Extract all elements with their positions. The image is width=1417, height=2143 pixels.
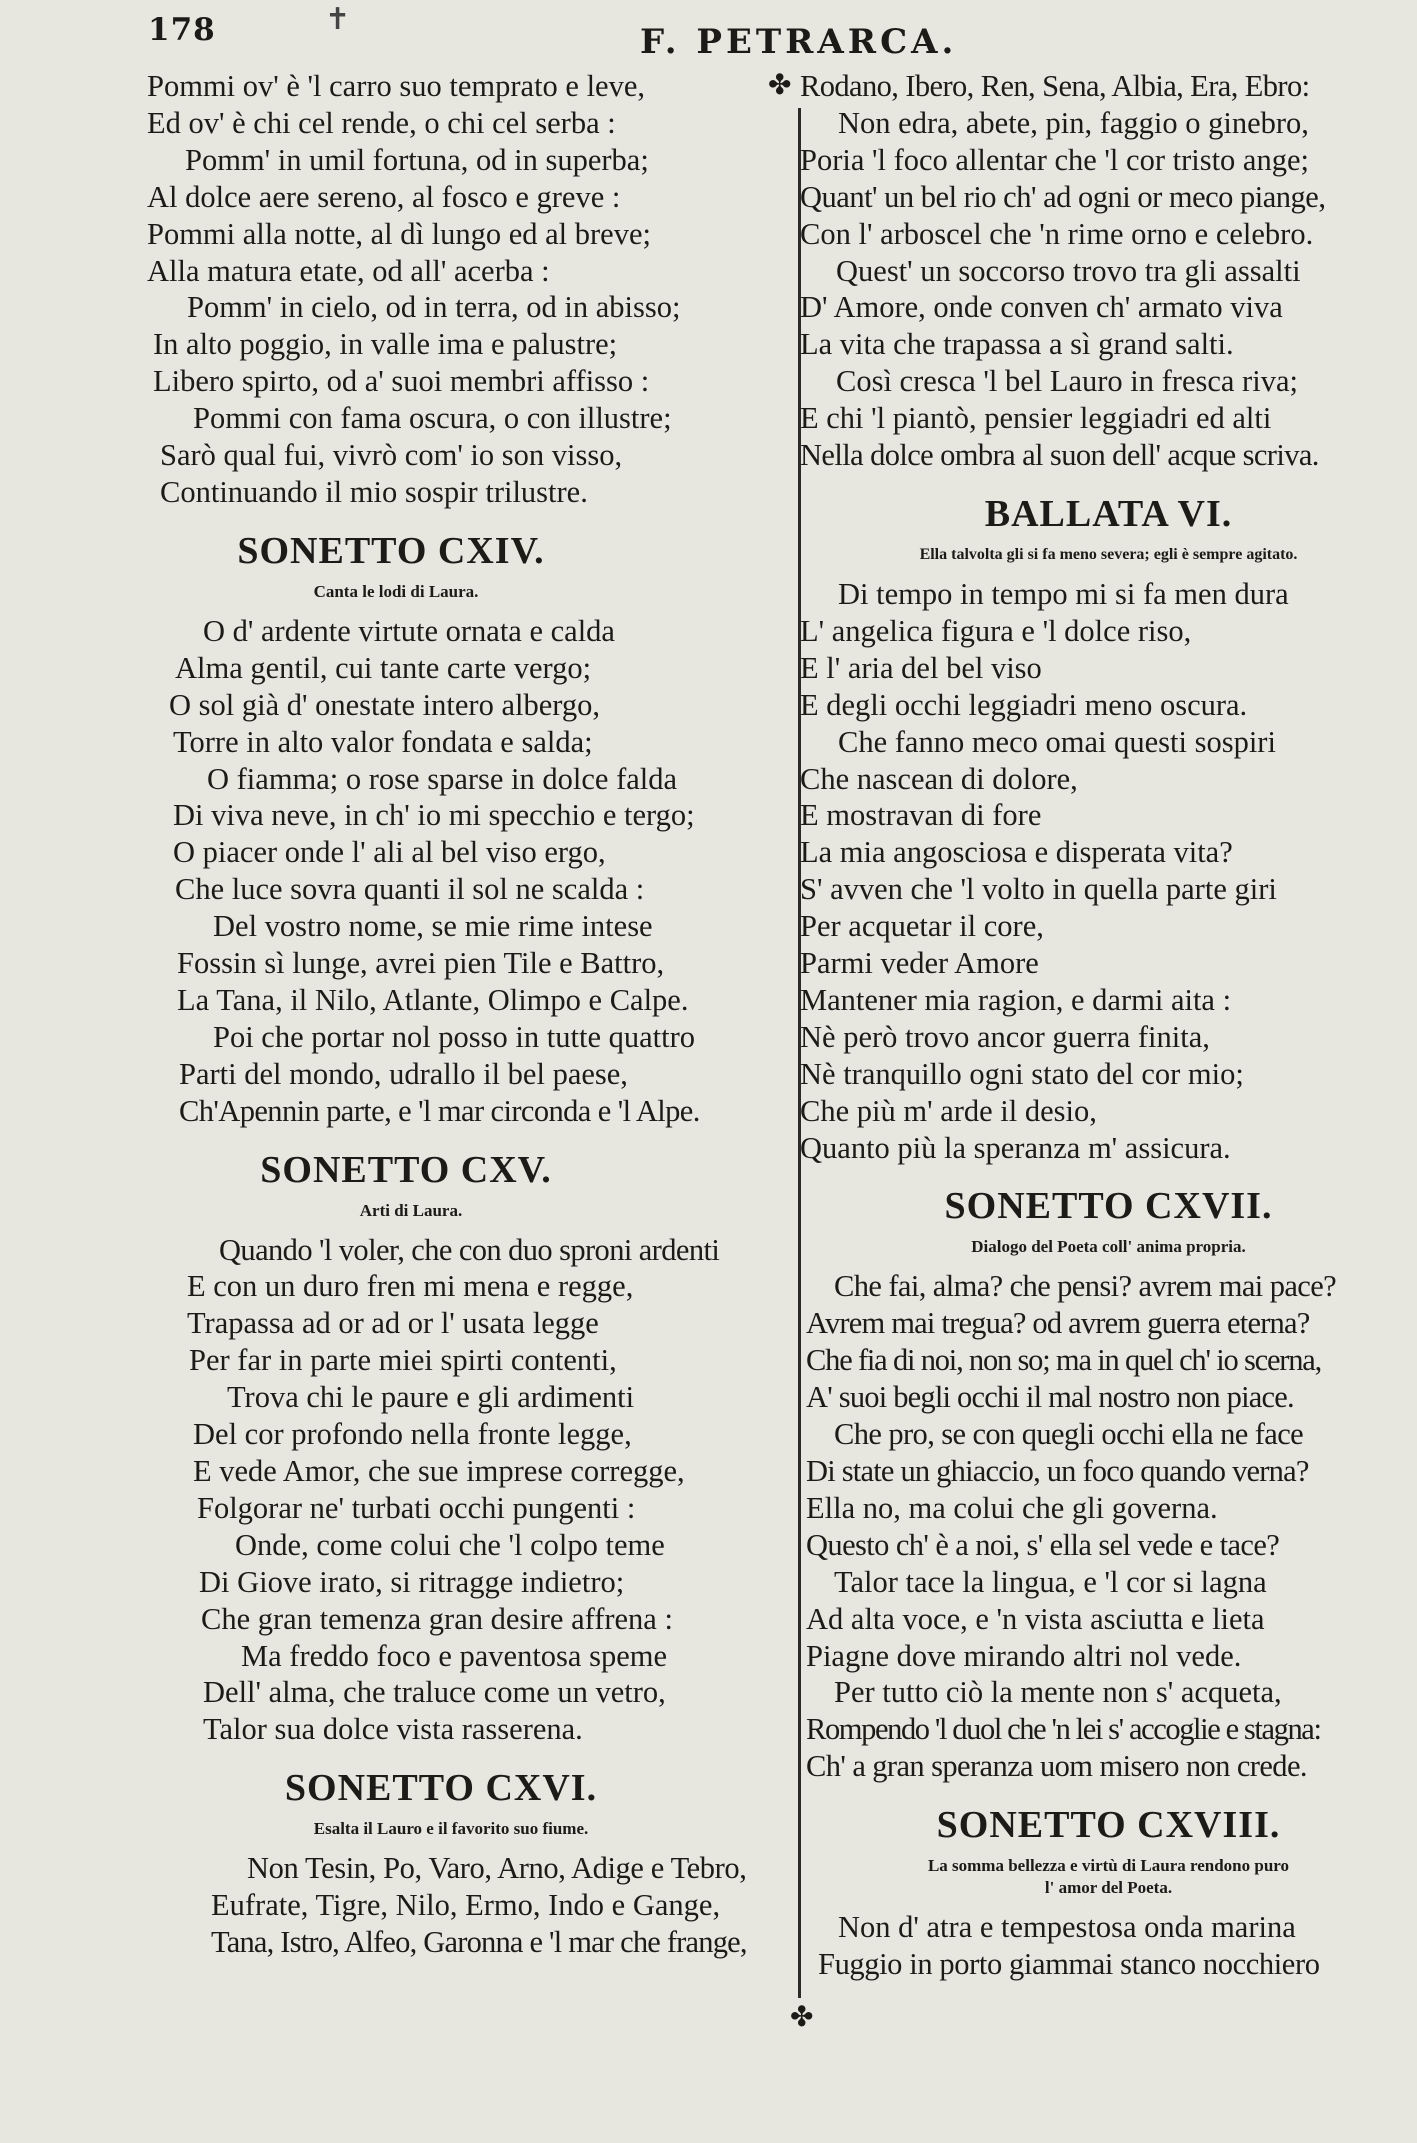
verse-line: Ch'Apennin parte, e 'l mar circonda e 'l Alpe.	[179, 1093, 700, 1128]
verse-line: Rompendo 'l duol che 'n lei s' accoglie e stagna:	[806, 1712, 1321, 1747]
verse-line: Per acquetar il core,	[800, 909, 1044, 944]
verse-line: Del vostro nome, se mie rime intese	[213, 909, 653, 944]
verse-line: Dell' alma, che traluce come un vetro,	[203, 1675, 666, 1710]
verse-line: A' suoi begli occhi il mal nostro non piace.	[806, 1380, 1294, 1415]
poem-subtitle: La somma bellezza e virtù di Laura rendono puro	[927, 1856, 1290, 1876]
poem-subtitle: Ella talvolta gli si fa meno severa; egli è sempre agitato.	[919, 545, 1298, 563]
verse-line: Non d' atra e tempestosa onda marina	[838, 1910, 1296, 1945]
verse-line: Che fai, alma? che pensi? avrem mai pace?	[834, 1269, 1337, 1304]
verse-line: S' avven che 'l volto in quella parte giri	[800, 872, 1277, 907]
poem-title: BALLATA VI.	[984, 492, 1233, 535]
verse-line: Che pro, se con quegli occhi ella ne face	[834, 1417, 1304, 1452]
verse-line: E degli occhi leggiadri meno oscura.	[800, 687, 1248, 722]
poem-continuation	[800, 68, 1417, 474]
verse-line: Folgorar ne' turbati occhi pungenti :	[197, 1490, 636, 1525]
verse-line: Torre in alto valor fondata e salda;	[173, 724, 593, 759]
verse-line: Questo ch' è a noi, s' ella sel vede e tace?	[806, 1527, 1280, 1562]
verse-line: Quanto più la speranza m' assicura.	[800, 1130, 1231, 1165]
verse-line: O sol già d' onestate intero albergo,	[169, 687, 600, 722]
verse-line: Continuando il mio sospir trilustre.	[160, 474, 588, 509]
verse-line: E mostravan di fore	[800, 798, 1042, 833]
verse-line: Poi che portar nol posso in tutte quattro	[213, 1019, 695, 1054]
verse-line: E chi 'l piantò, pensier leggiadri ed alti	[800, 401, 1272, 436]
verse-line: Quant' un bel rio ch' ad ogni or meco piange,	[800, 179, 1326, 214]
verse-line: E l' aria del bel viso	[800, 650, 1042, 685]
verse-line: Ad alta voce, e 'n vista asciutta e lieta	[806, 1601, 1265, 1636]
verse-line: Trova chi le paure e gli ardimenti	[227, 1380, 635, 1415]
poem-subtitle-continued: l' amor del Poeta.	[1044, 1878, 1173, 1898]
ballata-vi	[800, 492, 1417, 1167]
verse-line: Sarò qual fui, vivrò com' io son visso,	[160, 438, 623, 473]
verse-line: Di viva neve, in ch' io mi specchio e tergo;	[173, 798, 695, 833]
verse-line: Ma freddo foco e paventosa speme	[241, 1638, 667, 1673]
verse-line: Che fia di noi, non so; ma in quel ch' io scerna,	[806, 1343, 1322, 1378]
fleuron-ornament-icon: ✤	[768, 68, 792, 101]
verse-line: Per far in parte miei spirti contenti,	[189, 1343, 617, 1378]
poem-subtitle: Esalta il Lauro e il favorito suo fiume.	[313, 1819, 589, 1839]
verse-line: Al dolce aere sereno, al fosco e greve :	[147, 179, 621, 214]
verse-line: La Tana, il Nilo, Atlante, Olimpo e Calpe.	[177, 982, 689, 1017]
verse-line: In alto poggio, in valle ima e palustre;	[153, 327, 618, 362]
poem-subtitle: Canta le lodi di Laura.	[313, 581, 479, 601]
verse-line: Non edra, abete, pin, faggio o ginebro,	[838, 105, 1309, 140]
verse-line: Tana, Istro, Alfeo, Garonna e 'l mar che frange,	[211, 1925, 747, 1960]
poem-continuation	[147, 68, 787, 511]
verse-line: Alla matura etate, od all' acerba :	[147, 253, 550, 288]
verse-line: Ch' a gran speranza uom misero non crede.	[806, 1749, 1307, 1784]
margin-pencil-mark: ✝	[325, 2, 351, 37]
verse-line: Parmi veder Amore	[800, 946, 1039, 981]
sonnet-cxiv	[147, 529, 795, 1130]
sonnet-cxv	[147, 1148, 795, 1749]
sonnet-cxvi	[147, 1766, 795, 1961]
verse-line: Rodano, Ibero, Ren, Sena, Albia, Era, Ebro:	[800, 69, 1310, 103]
verse-line: Libero spirto, od a' suoi membri affisso :	[153, 364, 650, 399]
verse-line: Onde, come colui che 'l colpo teme	[235, 1527, 665, 1562]
verse-line: O piacer onde l' ali al bel viso ergo,	[173, 835, 606, 870]
verse-line: Fuggio in porto giammai stanco nocchiero	[818, 1947, 1320, 1982]
verse-line: Quest' un soccorso trovo tra gli assalti	[836, 253, 1301, 288]
verse-line: Che fanno meco omai questi sospiri	[838, 724, 1276, 759]
verse-line: E con un duro fren mi mena e regge,	[187, 1269, 634, 1304]
sonnet-cxvii	[800, 1184, 1417, 1785]
verse-line: Per tutto ciò la mente non s' acqueta,	[834, 1675, 1282, 1710]
verse-line: Ella no, ma colui che gli governa.	[806, 1490, 1218, 1525]
verse-line: Pomm' in cielo, od in terra, od in abisso;	[187, 290, 681, 325]
sonnet-cxviii	[800, 1803, 1417, 1983]
verse-line: Del cor profondo nella fronte legge,	[193, 1417, 632, 1452]
poem-title: SONETTO CXVII.	[944, 1185, 1273, 1228]
verse-line: Pommi alla notte, al dì lungo ed al breve;	[147, 216, 651, 251]
fleuron-ornament-icon: ✤	[790, 2000, 814, 2033]
verse-line: Di tempo in tempo mi si fa men dura	[838, 576, 1289, 611]
verse-line: Che nascean di dolore,	[800, 761, 1078, 796]
verse-line: Così cresca 'l bel Lauro in fresca riva;	[836, 364, 1298, 399]
poem-subtitle: Arti di Laura.	[359, 1200, 463, 1220]
left-column	[147, 68, 795, 1961]
poem-title: SONETTO CXVI.	[284, 1767, 598, 1810]
verse-line: D' Amore, onde conven ch' armato viva	[800, 290, 1283, 325]
verse-line: Piagne dove mirando altri nol vede.	[806, 1638, 1242, 1673]
verse-line: Che luce sovra quanti il sol ne scalda :	[175, 872, 645, 907]
verse-line: Di Giove irato, si ritragge indietro;	[199, 1564, 625, 1599]
verse-line: Che più m' arde il desio,	[800, 1093, 1097, 1128]
poem-title: SONETTO CXV.	[260, 1148, 552, 1191]
verse-line: Pommi con fama oscura, o con illustre;	[193, 401, 672, 436]
verse-line: Talor sua dolce vista rasserena.	[203, 1712, 583, 1747]
verse-line: Ed ov' è chi cel rende, o chi cel serba :	[147, 105, 616, 140]
verse-line: L' angelica figura e 'l dolce riso,	[800, 613, 1192, 648]
verse-line: Nella dolce ombra al suon dell' acque scriva.	[800, 438, 1319, 473]
poem-subtitle: Dialogo del Poeta coll' anima propria.	[971, 1237, 1246, 1257]
verse-line: O d' ardente virtute ornata e calda	[203, 613, 615, 648]
verse-line: Quando 'l voler, che con duo sproni ardenti	[219, 1232, 720, 1267]
verse-line: Poria 'l foco allentar che 'l cor tristo ange;	[800, 142, 1309, 177]
verse-line: O fiamma; o rose sparse in dolce falda	[207, 761, 678, 796]
verse-line: Avrem mai tregua? od avrem guerra eterna?	[806, 1306, 1310, 1341]
right-column	[800, 68, 1417, 1983]
verse-line: La vita che trapassa a sì grand salti.	[800, 327, 1234, 362]
verse-line: Di state un ghiaccio, un foco quando verna?	[806, 1454, 1309, 1488]
running-head: F. PETRARCA.	[640, 22, 958, 62]
verse-line: Che gran temenza gran desire affrena :	[201, 1601, 673, 1636]
verse-line: Parti del mondo, udrallo il bel paese,	[179, 1056, 628, 1091]
verse-line: Nè tranquillo ogni stato del cor mio;	[800, 1056, 1244, 1091]
verse-line: La mia angosciosa e disperata vita?	[800, 835, 1233, 870]
verse-line: Trapassa ad or ad or l' usata legge	[187, 1306, 599, 1341]
verse-line: Pomm' in umil fortuna, od in superba;	[185, 142, 649, 177]
poem-title: SONETTO CXVIII.	[936, 1804, 1281, 1847]
verse-line: Talor tace la lingua, e 'l cor si lagna	[834, 1564, 1267, 1599]
verse-line: Fossin sì lunge, avrei pien Tile e Battro,	[177, 946, 665, 981]
verse-line: Alma gentil, cui tante carte vergo;	[175, 650, 592, 685]
poem-title: SONETTO CXIV.	[237, 529, 545, 572]
verse-line: Nè però trovo ancor guerra finita,	[800, 1019, 1210, 1054]
verse-line: Pommi ov' è 'l carro suo temprato e leve,	[147, 69, 646, 103]
verse-line: Eufrate, Tigre, Nilo, Ermo, Indo e Gange,	[211, 1888, 721, 1923]
verse-line: Mantener mia ragion, e darmi aita :	[800, 982, 1232, 1017]
page-number: 178	[148, 12, 216, 48]
verse-line: Non Tesin, Po, Varo, Arno, Adige e Tebro,	[247, 1851, 747, 1886]
verse-line: Con l' arboscel che 'n rime orno e celebro.	[800, 216, 1314, 251]
verse-line: E vede Amor, che sue imprese corregge,	[193, 1454, 685, 1488]
